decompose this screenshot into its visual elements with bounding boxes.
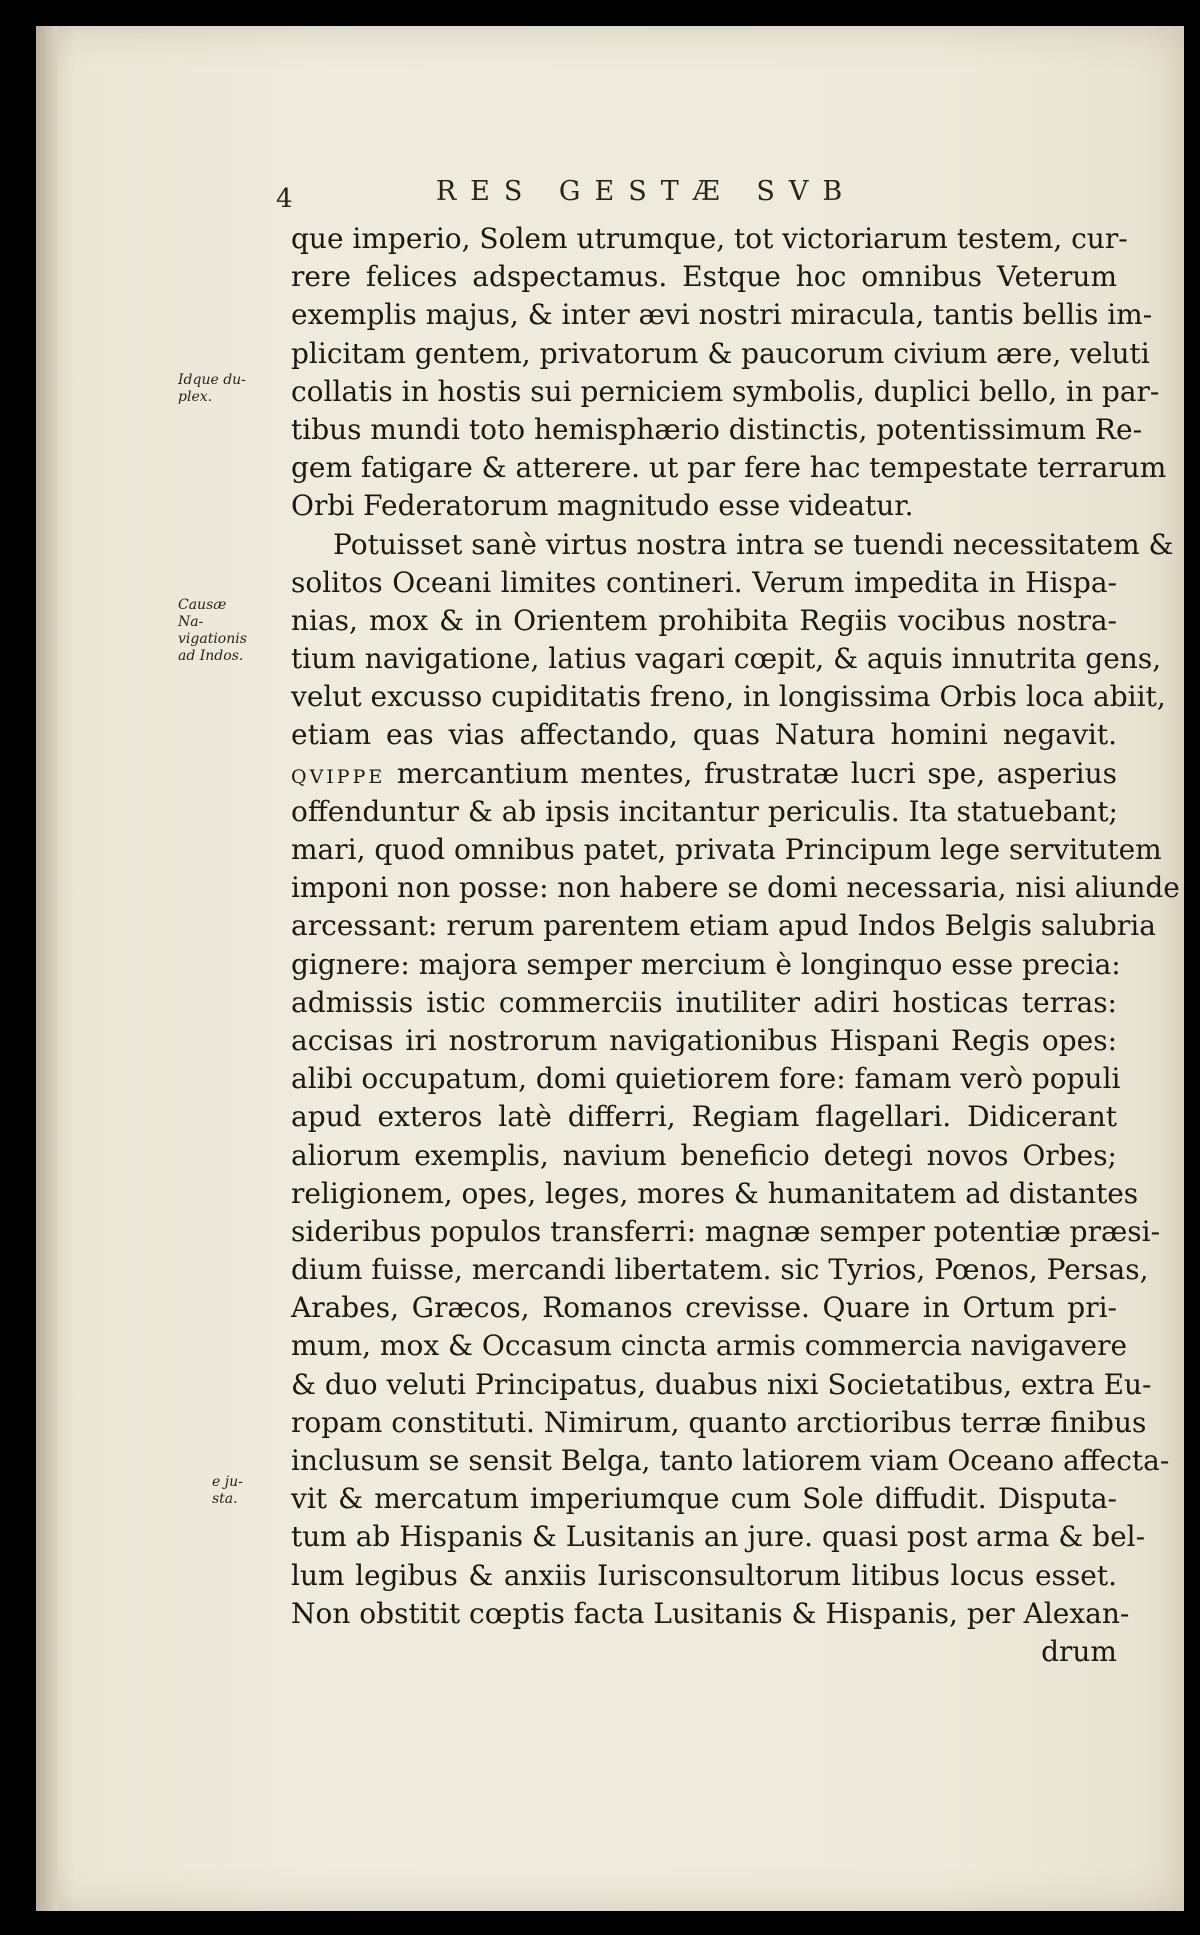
text-line: admissis istic commerciis inutiliter adiri hosticas terras: bbox=[291, 985, 1117, 1019]
text-line: tium navigatione, latius vagari cœpit, & aquis innutrita gens, bbox=[291, 642, 1162, 676]
text-line: tibus mundi toto hemisphærio distinctis, potentissimum Re- bbox=[291, 412, 1143, 446]
text-line: Non obstitit cœptis facta Lusitanis & Hispanis, per Alexan- bbox=[291, 1596, 1130, 1630]
margin-note-causae-navigationis: Causæ Na- vigationis ad Indos. bbox=[178, 597, 247, 664]
text-line: Arabes, Græcos, Romanos crevisse. Quare in Ortum pri- bbox=[291, 1291, 1117, 1325]
text-line: lum legibus & anxiis Iurisconsultorum litibus locus esset. bbox=[291, 1558, 1117, 1592]
text-line: exemplis majus, & inter ævi nostri miracula, tantis bellis im- bbox=[291, 298, 1153, 332]
text-line: Orbi Federatorum magnitudo esse videatur. bbox=[291, 489, 914, 523]
text-line: mari, quod omnibus patet, privata Principum lege servitutem bbox=[291, 833, 1162, 866]
running-head bbox=[276, 176, 976, 216]
text-line: sideribus populos transferri: magnæ semper potentiæ præsi- bbox=[291, 1214, 1161, 1248]
text-line: offenduntur & ab ipsis incitantur periculis. Ita statuebant; bbox=[291, 794, 1118, 828]
text-line: velut excusso cupiditatis freno, in longissima Orbis loca abiit, bbox=[291, 680, 1166, 714]
margin-note-idque-duplex: Idque du- plex. bbox=[178, 372, 246, 405]
text-line: inclusum se sensit Belga, tanto latiorem viam Oceano affecta- bbox=[291, 1444, 1170, 1477]
text-line: plicitam gentem, privatorum & paucorum civium ære, veluti bbox=[291, 336, 1150, 370]
text-line: nias, mox & in Orientem prohibita Regiis vocibus nostra- bbox=[291, 603, 1117, 637]
body-text bbox=[291, 220, 1180, 1671]
text-line: dium fuisse, mercandi libertatem. sic Tyrios, Pœnos, Persas, bbox=[291, 1253, 1149, 1287]
text-line: imponi non posse: non habere se domi necessaria, nisi aliunde bbox=[291, 871, 1180, 905]
book-page bbox=[36, 26, 1184, 1911]
text-line: religionem, opes, leges, mores & humanitatem ad distantes bbox=[291, 1176, 1139, 1210]
small-caps-word: QVIPPE bbox=[291, 765, 386, 788]
text-line: Potuisset sanè virtus nostra intra se tuendi necessitatem & bbox=[333, 527, 1174, 561]
page-spine-edge bbox=[36, 26, 58, 1911]
text-line: alibi occupatum, domi quietiorem fore: famam verò populi bbox=[291, 1062, 1121, 1096]
margin-note-e-justa: e ju- sta. bbox=[212, 1474, 243, 1507]
text-line: ropam constituti. Nimirum, quanto arctioribus terræ finibus bbox=[291, 1405, 1147, 1439]
catchword: drum bbox=[1041, 1634, 1117, 1668]
text-line: tum ab Hispanis & Lusitanis an jure. quasi post arma & bel- bbox=[291, 1520, 1146, 1554]
text-line: & duo veluti Principatus, duabus nixi Societatibus, extra Eu- bbox=[291, 1367, 1152, 1401]
text-line: etiam eas vias affectando, quas Natura homini negavit. bbox=[291, 718, 1117, 752]
text-line: mum, mox & Occasum cincta armis commercia navigavere bbox=[291, 1329, 1128, 1363]
text-line: arcessant: rerum parentem etiam apud Indos Belgis salubria bbox=[291, 909, 1156, 943]
page-number: 4 bbox=[276, 184, 293, 214]
text-line: collatis in hostis sui perniciem symbolis, duplici bello, in par- bbox=[291, 374, 1160, 408]
text-line: solitos Oceani limites contineri. Verum impedita in Hispa- bbox=[291, 565, 1117, 599]
text-line-rest: mercantium mentes, frustratæ lucri spe, asperius bbox=[396, 756, 1118, 790]
text-line: gignere: majora semper mercium è longinquo esse precia: bbox=[291, 947, 1121, 981]
text-line: vit & mercatum imperiumque cum Sole diffudit. Disputa- bbox=[291, 1482, 1117, 1516]
running-head-title: RES GESTÆ SVB bbox=[435, 176, 857, 207]
text-line: apud exteros latè differri, Regiam flagellari. Didicerant bbox=[291, 1100, 1117, 1134]
text-line: gem fatigare & atterere. ut par fere hac tempestate terrarum bbox=[291, 451, 1167, 485]
text-line: que imperio, Solem utrumque, tot victoriarum testem, cur- bbox=[291, 222, 1128, 255]
text-line-with-small-caps bbox=[291, 755, 1117, 793]
text-line: accisas iri nostrorum navigationibus Hispani Regis opes: bbox=[291, 1023, 1117, 1057]
text-line: rere felices adspectamus. Estque hoc omnibus Veterum bbox=[291, 260, 1117, 294]
text-line: aliorum exemplis, navium beneficio detegi novos Orbes; bbox=[291, 1138, 1117, 1172]
